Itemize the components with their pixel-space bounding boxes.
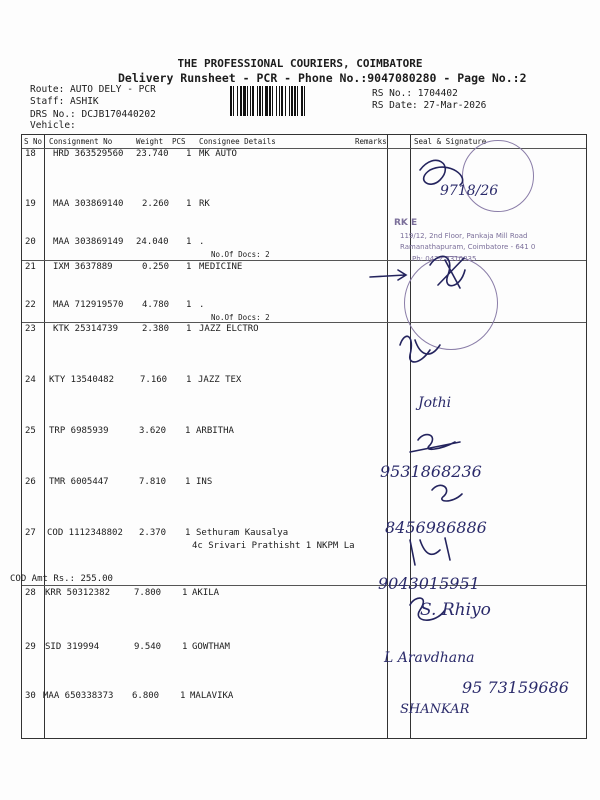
row-26-sno: 26 bbox=[25, 477, 36, 487]
name-row-29: L Aravdhana bbox=[384, 650, 475, 666]
row-22-consignee: . bbox=[199, 300, 205, 310]
row-24-consignee: JAZZ TEX bbox=[198, 375, 242, 385]
row-19-pcs: 1 bbox=[186, 199, 192, 209]
row-26-consignee: INS bbox=[196, 477, 213, 487]
row-27-pcs: 1 bbox=[185, 528, 191, 538]
row-18-pcs: 1 bbox=[186, 149, 192, 159]
col-weight: Weight bbox=[136, 137, 164, 146]
row-21-consignment: IXM 3637889 bbox=[53, 262, 113, 272]
phone-row-25: 9531868236 bbox=[380, 462, 482, 481]
phone-row-27: 9043015951 bbox=[378, 574, 480, 593]
row-23-weight: 2.380 bbox=[142, 324, 170, 334]
row-19-weight: 2.260 bbox=[142, 199, 170, 209]
row-18-consignment: HRD 363529560 bbox=[53, 149, 124, 159]
row-23-consignment: KTK 25314739 bbox=[53, 324, 119, 334]
row-19-consignee: RK bbox=[199, 199, 210, 209]
row-29-sno: 29 bbox=[25, 642, 36, 652]
row-21-weight: 0.250 bbox=[142, 262, 170, 272]
phone-row-29: 95 73159686 bbox=[462, 678, 569, 697]
row-30-weight: 6.800 bbox=[132, 691, 160, 701]
runsheet-subtitle: Delivery Runsheet - PCR - Phone No.:9047080280 - Page No.:2 bbox=[118, 71, 527, 85]
cod-amount: COD Amt Rs.: 255.00 bbox=[10, 574, 113, 584]
row-21-pcs: 1 bbox=[186, 262, 192, 272]
row-23-sno: 23 bbox=[25, 324, 36, 334]
signature-row-18: 9718/26 bbox=[440, 183, 499, 199]
rs-date: RS Date: 27-Mar-2026 bbox=[372, 100, 487, 111]
row-24-consignment: KTY 13540482 bbox=[49, 375, 115, 385]
row-28-pcs: 1 bbox=[182, 588, 188, 598]
stamp-rk-address: 119/12, 2nd Floor, Pankaja Mill Road bbox=[400, 232, 528, 240]
rs-number: RS No.: 1704402 bbox=[372, 88, 458, 99]
signature-row-24: Jothi bbox=[418, 395, 452, 411]
row-19-sno: 19 bbox=[25, 199, 36, 209]
row-27-weight: 2.370 bbox=[139, 528, 167, 538]
row-29-consignment: SID 319994 bbox=[45, 642, 100, 652]
row-22-sno: 22 bbox=[25, 300, 36, 310]
col-remarks: Remarks bbox=[355, 137, 387, 146]
row-27-sno: 27 bbox=[25, 528, 36, 538]
row-29-pcs: 1 bbox=[182, 642, 188, 652]
barcode-graphic bbox=[230, 86, 368, 116]
vehicle-label: Vehicle: bbox=[30, 120, 76, 131]
row-20-pcs: 1 bbox=[186, 237, 192, 247]
phone-row-26: 8456986886 bbox=[385, 518, 487, 537]
row-22-pcs: 1 bbox=[186, 300, 192, 310]
row-22-consignment: MAA 712919570 bbox=[53, 300, 124, 310]
col-consignee: Consignee Details bbox=[199, 137, 276, 146]
row-20-consignee: . bbox=[199, 237, 205, 247]
row-26-weight: 7.810 bbox=[139, 477, 167, 487]
row-27-consignment: COD 1112348802 bbox=[47, 528, 123, 538]
row-20-weight: 24.040 bbox=[136, 237, 169, 247]
signature-row-28: S. Rhiyo bbox=[420, 600, 491, 620]
row-24-sno: 24 bbox=[25, 375, 36, 385]
row-25-weight: 3.620 bbox=[139, 426, 167, 436]
col-consignment: Consignment No bbox=[49, 137, 113, 146]
row-22-weight: 4.780 bbox=[142, 300, 170, 310]
row-25-pcs: 1 bbox=[185, 426, 191, 436]
row-18-sno: 18 bbox=[25, 149, 36, 159]
row-30-consignment: MAA 650338373 bbox=[43, 691, 114, 701]
row-18-weight: 23.740 bbox=[136, 149, 169, 159]
row-28-weight: 7.800 bbox=[134, 588, 162, 598]
col-pcs: PCS bbox=[172, 137, 186, 146]
row-19-consignment: MAA 303869140 bbox=[53, 199, 124, 209]
row-27-consignee: Sethuram Kausalya bbox=[196, 528, 289, 538]
row-30-sno: 30 bbox=[25, 691, 36, 701]
row-21-consignee: MEDICINE bbox=[199, 262, 243, 272]
row-28-sno: 28 bbox=[25, 588, 36, 598]
stamp-rk-phone: Ph: 0422 2310835 bbox=[412, 255, 477, 263]
row-26-pcs: 1 bbox=[185, 477, 191, 487]
row-26-consignment: TMR 6005447 bbox=[49, 477, 109, 487]
row-29-consignee: GOWTHAM bbox=[192, 642, 230, 652]
route-label: Route: AUTO DELY - PCR bbox=[30, 84, 156, 95]
row-20-sno: 20 bbox=[25, 237, 36, 247]
drs-number: DRS No.: DCJB170440202 bbox=[30, 109, 156, 120]
staff-label: Staff: ASHIK bbox=[30, 96, 99, 107]
row-23-consignee: JAZZ ELCTRO bbox=[199, 324, 259, 334]
row-27-address: 4c Srivari Prathisht 1 NKPM La bbox=[192, 541, 355, 551]
row-18-consignee: MK AUTO bbox=[199, 149, 237, 159]
row-30-consignee: MALAVIKA bbox=[190, 691, 234, 701]
row-24-pcs: 1 bbox=[186, 375, 192, 385]
stamp-rk-city: Ramanathapuram, Coimbatore - 641 0 bbox=[400, 243, 536, 251]
row-28-consignment: KRR 50312382 bbox=[45, 588, 111, 598]
row-25-consignee: ARBITHA bbox=[196, 426, 234, 436]
name-row-30: SHANKAR bbox=[400, 702, 470, 717]
col-seal: Seal & Signature bbox=[414, 137, 487, 146]
row-24-weight: 7.160 bbox=[140, 375, 168, 385]
row-28-consignee: AKILA bbox=[192, 588, 220, 598]
row-20-docs: No.Of Docs: 2 bbox=[211, 250, 270, 259]
row-20-consignment: MAA 303869149 bbox=[53, 237, 124, 247]
row-21-sno: 21 bbox=[25, 262, 36, 272]
col-sno: S No bbox=[24, 137, 43, 146]
stamp-rk-name: RK E bbox=[394, 218, 418, 228]
row-25-sno: 25 bbox=[25, 426, 36, 436]
row-30-pcs: 1 bbox=[180, 691, 186, 701]
row-22-docs: No.Of Docs: 2 bbox=[211, 313, 270, 322]
document-title: THE PROFESSIONAL COURIERS, COIMBATORE bbox=[177, 57, 423, 70]
row-29-weight: 9.540 bbox=[134, 642, 162, 652]
row-23-pcs: 1 bbox=[186, 324, 192, 334]
row-25-consignment: TRP 6985939 bbox=[49, 426, 109, 436]
